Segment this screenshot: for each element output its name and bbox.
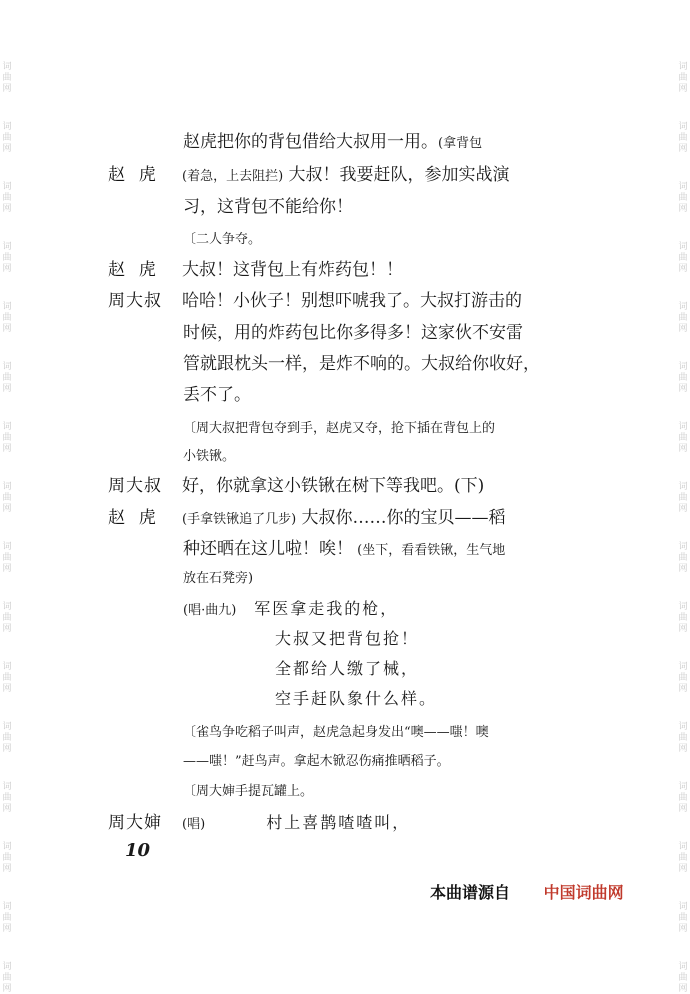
dialogue-text: 丢不了。 (183, 385, 251, 405)
watermark-char: 曲 (2, 733, 12, 743)
verse-text: 军医拿走我的枪， (236, 599, 399, 618)
watermark-char: 网 (2, 564, 12, 574)
stage-direction: (唱·曲九) (183, 603, 237, 618)
script-line (182, 475, 484, 497)
script-line (182, 812, 410, 836)
watermark-char: 词 (2, 602, 12, 612)
watermark-char: 词 (2, 182, 12, 192)
script-line (182, 507, 506, 531)
script-line (275, 658, 419, 680)
watermark-char: 网 (678, 204, 688, 214)
watermark-char: 曲 (678, 253, 688, 263)
watermark-char: 网 (2, 324, 12, 334)
watermark-char: 网 (678, 864, 688, 874)
watermark-char: 词 (2, 842, 12, 852)
stage-direction: 〔周大婶手提瓦罐上。 (183, 784, 314, 799)
dialogue-text: 赵虎把你的背包借给大叔用一用。 (183, 132, 438, 152)
script-line (275, 688, 437, 710)
watermark-char: 词 (678, 542, 688, 552)
watermark-char: 网 (2, 504, 12, 514)
dialogue-text: 大叔你……你的宝贝——稻 (296, 508, 506, 528)
verse-text: 大叔又把背包抢！ (275, 629, 420, 648)
watermark-char: 词 (2, 542, 12, 552)
script-line (183, 131, 482, 155)
watermark-char: 词 (2, 122, 12, 132)
watermark-char: 词 (678, 482, 688, 492)
watermark-char: 网 (678, 504, 688, 514)
script-line (183, 228, 261, 251)
stage-direction: 〔周大叔把背包夺到手，赵虎又夺，抢下插在背包上的 (183, 421, 496, 436)
stage-direction: 〔雀鸟争吃稻子叫声，赵虎急起身发出“噢——嗤！噢 (183, 725, 489, 740)
watermark-char: 曲 (2, 973, 12, 983)
watermark-char: 曲 (678, 433, 688, 443)
dialogue-text: 习，这背包不能给你！ (183, 197, 353, 217)
stage-direction: ——嗤！”赶鸟声。拿起木锨忍伤痛推晒稻子。 (183, 754, 450, 769)
watermark-char: 曲 (678, 733, 688, 743)
speaker-name: 赵 虎 (108, 260, 157, 280)
watermark-char: 网 (678, 984, 688, 994)
watermark-char: 曲 (678, 373, 688, 383)
verse-text: 空手赶队象什么样。 (275, 689, 438, 708)
dialogue-text: 时候，用的炸药包比你多得多！这家伙不安雷 (183, 323, 523, 343)
watermark-char: 曲 (678, 493, 688, 503)
script-line (183, 567, 253, 590)
watermark-char: 网 (678, 444, 688, 454)
watermark-char: 词 (678, 62, 688, 72)
watermark-char: 曲 (678, 793, 688, 803)
watermark-char: 词 (678, 602, 688, 612)
dialogue-text: 哈哈！小伙子！别想吓唬我了。大叔打游击的 (182, 291, 522, 311)
left-watermark-rail (0, 0, 14, 994)
watermark-char: 曲 (2, 313, 12, 323)
watermark-char: 词 (2, 722, 12, 732)
watermark-char: 曲 (2, 133, 12, 143)
watermark-char: 曲 (678, 973, 688, 983)
watermark-char: 网 (2, 744, 12, 754)
watermark-char: 曲 (2, 613, 12, 623)
watermark-char: 曲 (678, 853, 688, 863)
watermark-char: 曲 (678, 133, 688, 143)
watermark-char: 词 (678, 782, 688, 792)
verse-text: 全都给人缴了械， (275, 659, 420, 678)
watermark-char: 网 (2, 204, 12, 214)
dialogue-text: 大叔！这背包上有炸药包！！ (182, 260, 403, 280)
dialogue-text: 种还晒在这儿啦！唉！ (183, 539, 353, 559)
watermark-char: 曲 (678, 553, 688, 563)
watermark-char: 词 (678, 902, 688, 912)
script-line (183, 750, 450, 773)
watermark-char: 网 (678, 624, 688, 634)
dialogue-text: 好，你就拿这小铁锹在树下等我吧。(下) (182, 476, 485, 496)
watermark-char: 曲 (678, 673, 688, 683)
watermark-char: 网 (2, 624, 12, 634)
watermark-char: 曲 (678, 613, 688, 623)
script-line (183, 780, 313, 803)
watermark-char: 曲 (2, 493, 12, 503)
watermark-char: 词 (2, 482, 12, 492)
watermark-char: 曲 (678, 193, 688, 203)
watermark-char: 网 (2, 444, 12, 454)
watermark-char: 网 (2, 984, 12, 994)
verse-text: 村上喜鹊喳喳叫， (205, 813, 411, 832)
watermark-char: 词 (678, 122, 688, 132)
watermark-char: 网 (678, 564, 688, 574)
script-line (183, 384, 251, 406)
watermark-char: 网 (2, 684, 12, 694)
watermark-char: 曲 (2, 913, 12, 923)
watermark-char: 词 (678, 362, 688, 372)
watermark-char: 词 (2, 422, 12, 432)
watermark-char: 词 (2, 302, 12, 312)
script-line (182, 164, 510, 188)
watermark-char: 词 (678, 662, 688, 672)
footer-site-link[interactable]: 中国词曲网 (543, 883, 624, 902)
watermark-char: 网 (2, 804, 12, 814)
footer-source-label: 本曲谱源自 (430, 883, 511, 902)
watermark-char: 词 (678, 302, 688, 312)
watermark-char: 词 (2, 62, 12, 72)
stage-direction: (拿背包 (438, 136, 483, 151)
watermark-char: 词 (678, 422, 688, 432)
watermark-char: 网 (678, 144, 688, 154)
watermark-char: 网 (2, 144, 12, 154)
watermark-char: 网 (678, 324, 688, 334)
watermark-char: 词 (678, 182, 688, 192)
speaker-name: 赵 虎 (108, 165, 157, 185)
dialogue-text: 大叔！我要赶队，参加实战演 (283, 165, 510, 185)
watermark-char: 曲 (2, 553, 12, 563)
watermark-char: 曲 (678, 73, 688, 83)
watermark-char: 网 (2, 84, 12, 94)
right-watermark-rail (676, 0, 690, 994)
page-number: 10 (125, 840, 151, 861)
footer-source (430, 880, 624, 903)
watermark-char: 曲 (2, 373, 12, 383)
watermark-char: 曲 (678, 913, 688, 923)
script-line (182, 259, 403, 281)
script-line (183, 322, 523, 344)
watermark-char: 网 (678, 384, 688, 394)
stage-direction: 放在石凳旁) (183, 571, 254, 586)
watermark-char: 曲 (2, 673, 12, 683)
watermark-char: 网 (678, 684, 688, 694)
watermark-char: 词 (2, 962, 12, 972)
script-line (183, 353, 540, 375)
watermark-char: 词 (2, 902, 12, 912)
watermark-char: 词 (2, 242, 12, 252)
watermark-char: 网 (2, 864, 12, 874)
watermark-char: 网 (678, 84, 688, 94)
watermark-char: 词 (678, 842, 688, 852)
watermark-char: 曲 (2, 253, 12, 263)
script-line (183, 538, 505, 562)
watermark-char: 网 (678, 264, 688, 274)
watermark-char: 曲 (2, 793, 12, 803)
speaker-name: 赵 虎 (108, 508, 157, 528)
watermark-char: 网 (678, 744, 688, 754)
stage-direction: 小铁锹。 (183, 449, 236, 464)
watermark-char: 网 (678, 924, 688, 934)
watermark-char: 曲 (2, 193, 12, 203)
watermark-char: 词 (678, 722, 688, 732)
watermark-char: 词 (2, 662, 12, 672)
script-line (275, 628, 419, 650)
stage-direction: (着急，上去阻拦) (182, 169, 284, 184)
watermark-char: 曲 (2, 433, 12, 443)
speaker-name: 周大婶 (108, 813, 162, 833)
watermark-char: 网 (2, 264, 12, 274)
watermark-char: 词 (678, 962, 688, 972)
script-line (183, 445, 235, 468)
speaker-name: 周大叔 (108, 291, 162, 311)
watermark-char: 网 (678, 804, 688, 814)
script-line (183, 417, 495, 440)
stage-direction: 〔二人争夺。 (183, 232, 262, 247)
watermark-char: 词 (2, 782, 12, 792)
script-line (183, 721, 489, 744)
watermark-char: 曲 (2, 853, 12, 863)
stage-direction: (坐下，看看铁锹，生气地 (353, 543, 506, 558)
watermark-char: 词 (2, 362, 12, 372)
watermark-char: 网 (2, 384, 12, 394)
speaker-name: 周大叔 (108, 476, 162, 496)
watermark-char: 词 (678, 242, 688, 252)
stage-direction: (手拿铁锹追了几步) (182, 512, 297, 527)
script-line (182, 290, 522, 312)
script-line (183, 598, 398, 622)
dialogue-text: 管就跟枕头一样，是炸不响的。大叔给你收好， (183, 354, 540, 374)
watermark-char: 网 (2, 924, 12, 934)
watermark-char: 曲 (678, 313, 688, 323)
script-line (183, 196, 353, 218)
watermark-char: 曲 (2, 73, 12, 83)
stage-direction: (唱) (182, 817, 206, 832)
